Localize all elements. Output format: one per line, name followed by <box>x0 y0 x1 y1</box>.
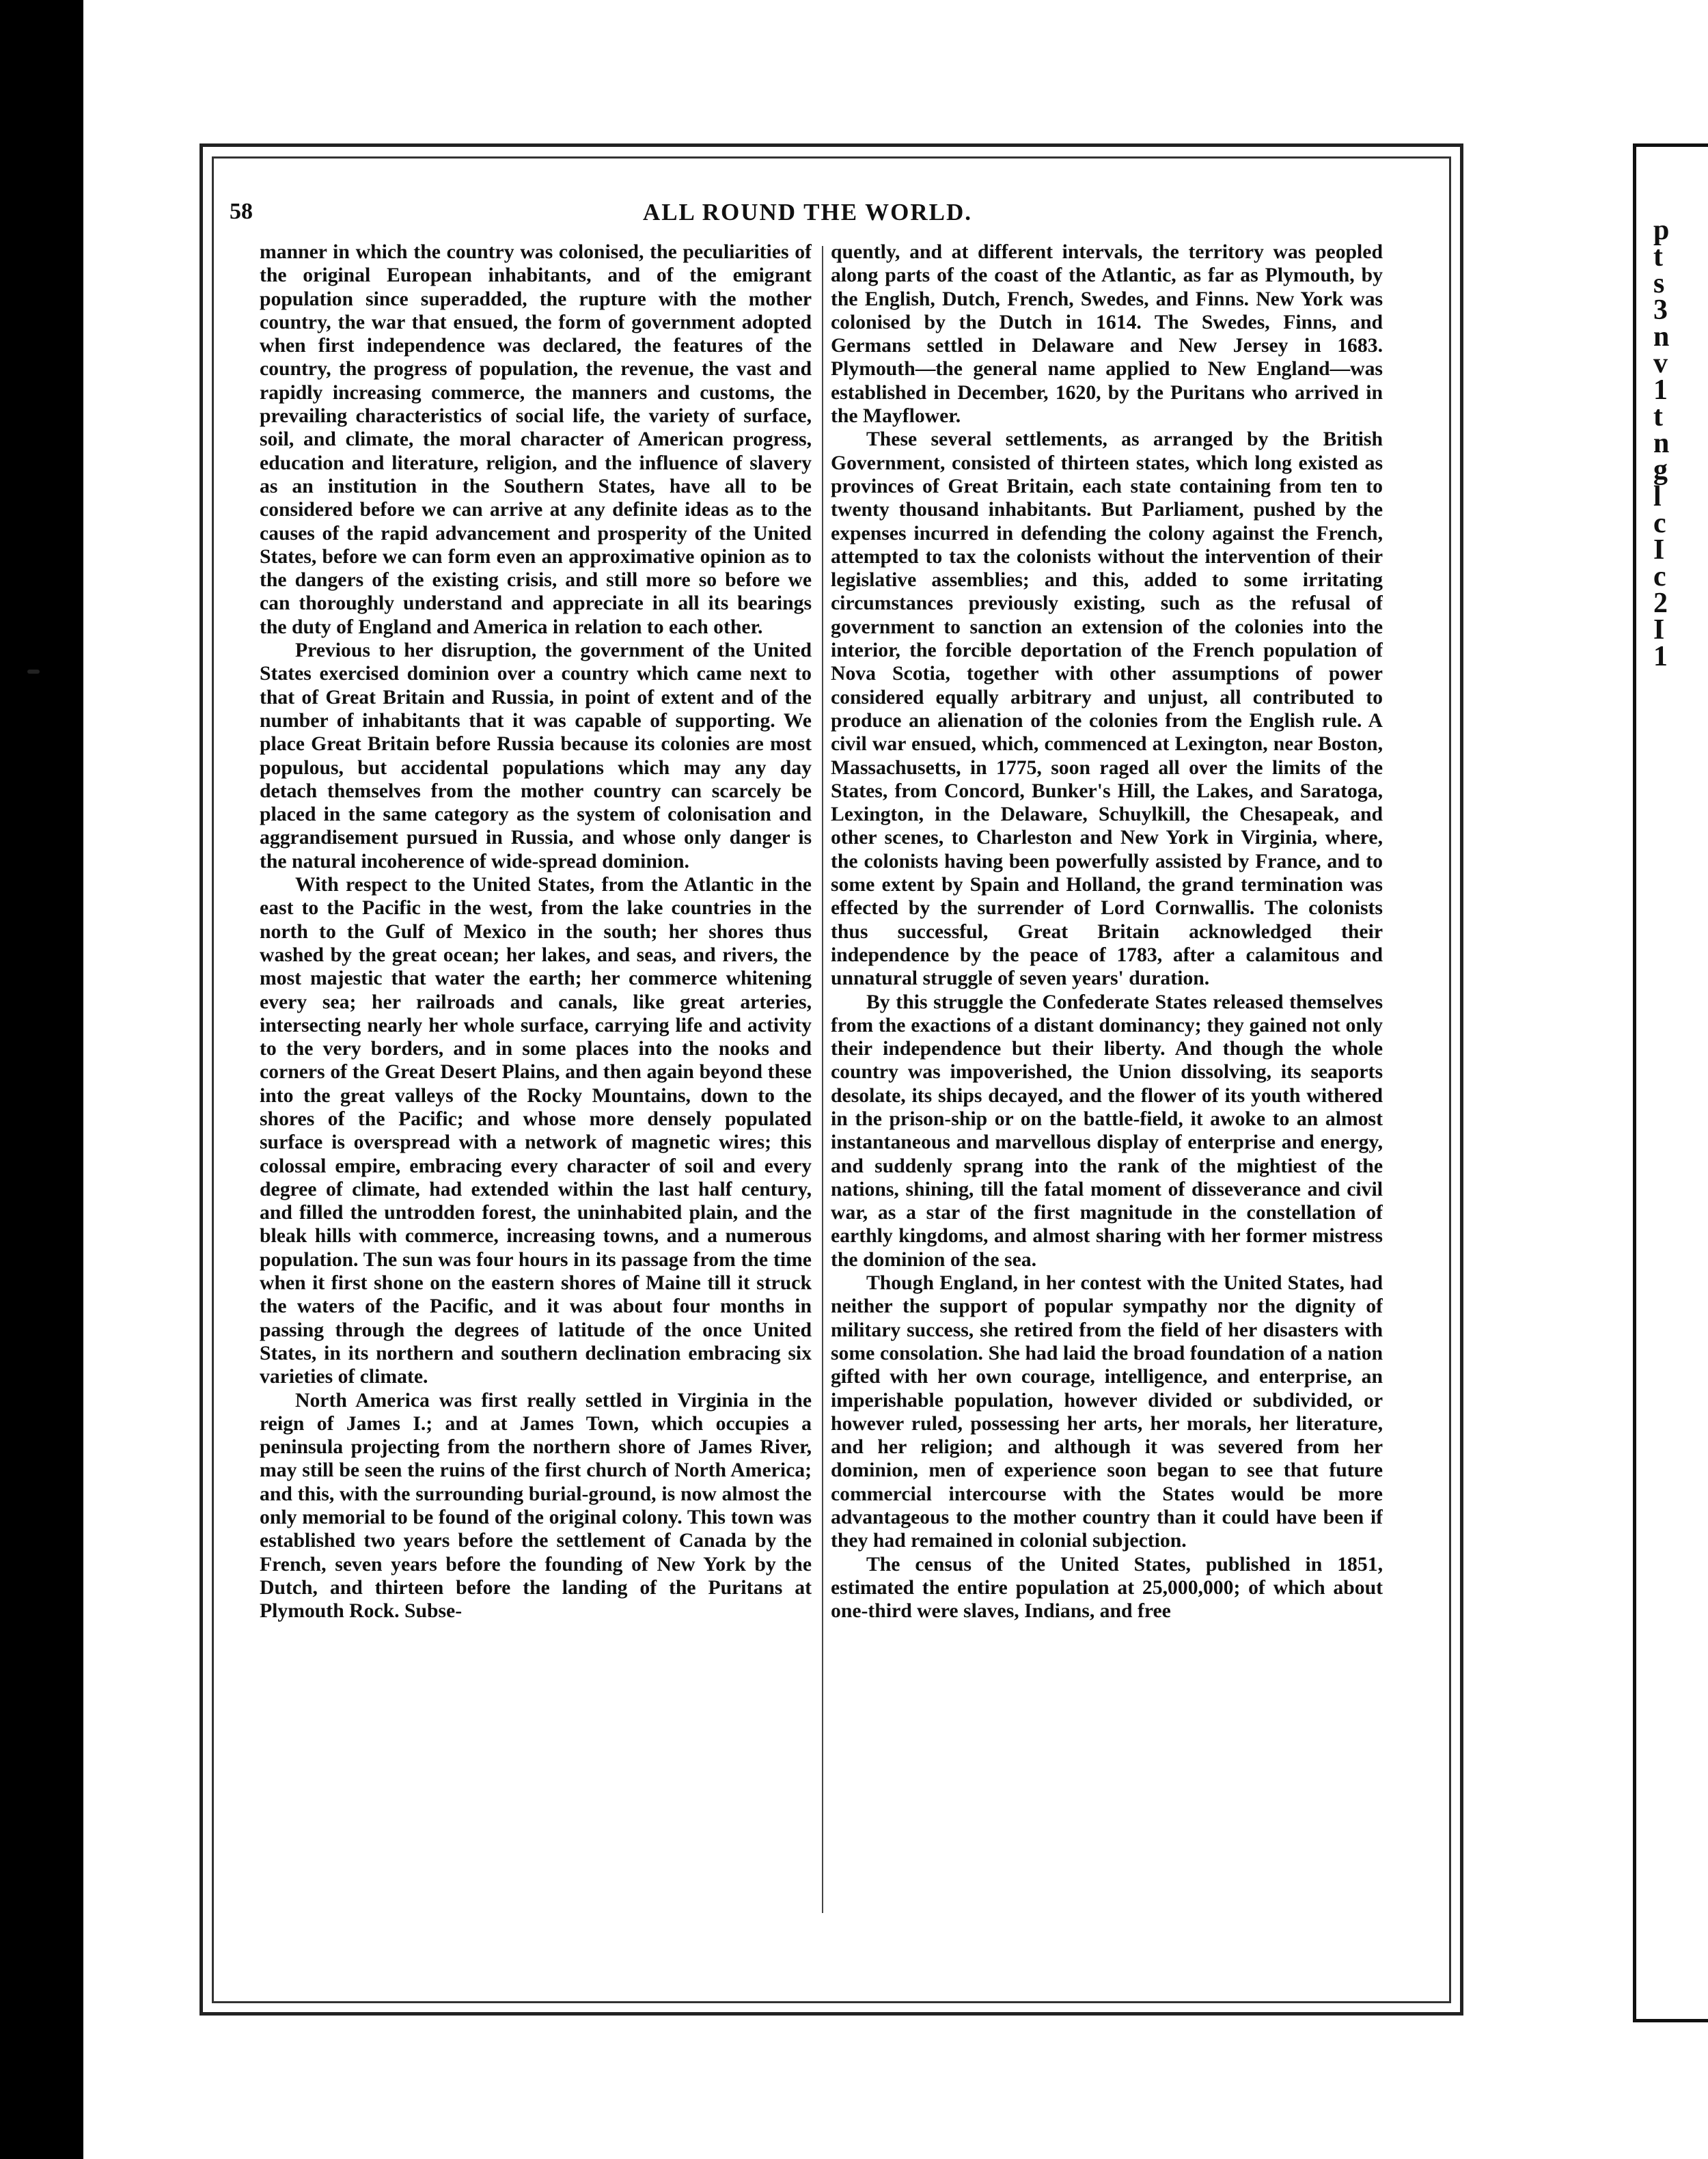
right-column <box>831 240 1383 1935</box>
adjacent-page-border <box>1633 143 1708 2022</box>
edge-letter: I <box>1653 534 1665 566</box>
edge-letter: l <box>1653 481 1662 512</box>
edge-letter: c <box>1653 508 1666 539</box>
page-header-title: ALL ROUND THE WORLD. <box>642 199 973 225</box>
edge-letter: p <box>1653 215 1670 246</box>
edge-letter: 2 <box>1653 588 1668 619</box>
running-head <box>230 199 1386 233</box>
left-column <box>260 240 812 1935</box>
paragraph: North America was first really settled in Virginia in the reign of James I.; and at James Town, which occupies a peninsula projecting from the northern shore of James River, may still be seen the ruins of the first church of North America; and this, with the surrounding burial-ground, is now almost the only memorial to be found of the original colony. This town was established two years before the settlement of Canada by the French, seven years before the founding of New York by the Dutch, and thirteen before the landing of the Puritans at Plymouth Rock. Subse- <box>260 1389 812 1623</box>
edge-letter: n <box>1653 321 1670 353</box>
scan-mark <box>27 670 40 674</box>
edge-letter: I <box>1653 614 1665 646</box>
adjacent-page-letters <box>1653 217 1669 670</box>
edge-letter: t <box>1653 401 1663 432</box>
paragraph: Though England, in her contest with the United States, had neither the support of popular sympathy nor the dignity of military success, she retired from the field of her disasters with some consolation. She had laid the broad foundation of a nation gifted with her own courage, intelligence, and enterprise, an imperishable population, however divided or subdivided, or however ruled, possessing her arts, her morals, her literature, and her religion; and although it was severed from her dominion, men of experience soon began to see that future commercial intercourse with the States would be more advantageous to the mother country than it could have been if they had remained in colonial subjection. <box>831 1272 1383 1552</box>
paragraph: These several settlements, as arranged by the British Government, consisted of thirteen states, which long existed as provinces of Great Britain, each state containing from ten to twenty thousand inhabitants. But Parliament, pushed by the expenses incurred in defending the colony against the French, attempted to tax the colonists without the intervention of their legislative assemblies; and this, added to some irritating circumstances previously existing, such as the refusal of government to sanction an extension of the colonies into the interior, the forcible deportation of the French population of Nova Scotia, together with other assumptions of power considered equally arbitrary and unjust, all contributed to produce an alienation of the colonies from the English rule. A civil war ensued, which, commenced at Lexington, near Boston, Massachusetts, in 1775, soon raged all over the limits of the States, from Concord, Bunker's Hill, the Lakes, and Saratoga, Lexington, in the Delaware, Schuylkill, the Chesapeak, and other scenes, to Charleston and New York in Virginia, where, the colonists having been powerfully assisted by France, and to some extent by Spain and Holland, the grand termination was effected by the surrender of Lord Cornwallis. The colonists thus successful, Great Britain acknowledged their independence by the peace of 1783, after a calamitous and unnatural struggle of seven years' duration. <box>831 428 1383 990</box>
edge-letter: s <box>1653 268 1665 299</box>
edge-letter: 3 <box>1653 294 1668 326</box>
edge-letter: n <box>1653 428 1670 459</box>
edge-letter: v <box>1653 348 1668 379</box>
edge-letter: 1 <box>1653 641 1668 672</box>
column-divider <box>822 246 823 1913</box>
edge-letter: 1 <box>1653 374 1668 406</box>
paragraph: The census of the United States, published in 1851, estimated the entire population at 25,000,000; of which about one-third were slaves, Indians, and free <box>831 1553 1383 1623</box>
edge-letter: g <box>1653 454 1668 486</box>
paragraph: By this struggle the Confederate States released themselves from the exactions of a distant dominancy; they gained not only their independence but their liberty. And though the whole country was impoverished, the Union dissolving, its seaports desolate, its ships decayed, and the flower of its youth withered in the prison-ship or on the battle-field, it awoke to an almost instantaneous and marvellous display of enterprise and energy, and suddenly sprang into the rank of the mightiest of the nations, shining, till the fatal moment of disseverance and civil war, as a star of the first magnitude in the constellation of earthly kingdoms, and almost sharing with her former mistress the dominion of the sea. <box>831 991 1383 1271</box>
edge-letter: c <box>1653 561 1666 592</box>
paragraph: quently, and at different intervals, the territory was peopled along parts of the coast of the Atlantic, as far as Plymouth, by the English, Dutch, French, Swedes, and Finns. New York was colonised by the Dutch in 1614. The Swedes, Finns, and Germans settled in Delaware and New Jersey in 1683. Plymouth—the general name applied to New England—was established in December, 1620, by the Puritans who arrived in the Mayflower. <box>831 241 1383 428</box>
adjacent-page-edge <box>1599 0 1708 2159</box>
paragraph: Previous to her disruption, the government of the United States exercised dominion over a country which came next to that of Great Britain and Russia, in point of extent and of the number of inhabitants that it was capable of supporting. We place Great Britain before Russia because its colonies are most populous, but accidental populations which may any day detach themselves from the mother country can scarcely be placed in the same category as the system of colonisation and aggrandisement pursued in Russia, and whose only danger is the natural incoherence of wide-spread dominion. <box>260 640 812 872</box>
page-number: 58 <box>230 199 253 224</box>
paragraph: With respect to the United States, from the Atlantic in the east to the Pacific in the west, from the lake countries in the north to the Gulf of Mexico in the south; her shores thus washed by the great ocean; her lakes, and seas, and rivers, the most majestic that water the earth; her commerce whitening every sea; her railroads and canals, like great arteries, intersecting nearly her whole surface, carrying life and activity to the very borders, and in some places into the nooks and corners of the Great Desert Plains, and then again beyond these into the great valleys of the Rocky Mountains, down to the shores of the Pacific; and whose more densely populated surface is overspread with a network of magnetic wires; this colossal empire, embracing every character of soil and every degree of climate, had extended within the last half century, and filled the untrodden forest, the uninhabited plain, and the bleak hills with commerce, increasing towns, and a numerous population. The sun was four hours in its passage from the time when it first shone on the eastern shores of Maine till it struck the waters of the Pacific, and it was about four months in passing through the degrees of latitude of the once United States, in its northern and southern declination embracing six varieties of climate. <box>260 874 812 1388</box>
paragraph: manner in which the country was colonised, the peculiarities of the original European inhabitants, and of the emigrant population since superadded, the rupture with the mother country, the war that ensued, the form of government adopted when first independence was declared, the features of the country, the progress of population, the revenue, the vast and rapidly increasing commerce, the manners and customs, the prevailing characteristics of social life, the variety of surface, soil, and climate, the moral character of American progress, education and literature, religion, and the influence of slavery as an institution in the Southern States, have all to be considered before we can arrive at any definite ideas as to the causes of the rapid advancement and prosperity of the United States, before we can form even an approximative opinion as to the dangers of the existing crisis, and still more so before we can thoroughly understand and appreciate in all its bearings the duty of England and America in relation to each other. <box>260 241 812 638</box>
edge-letter: t <box>1653 241 1663 273</box>
